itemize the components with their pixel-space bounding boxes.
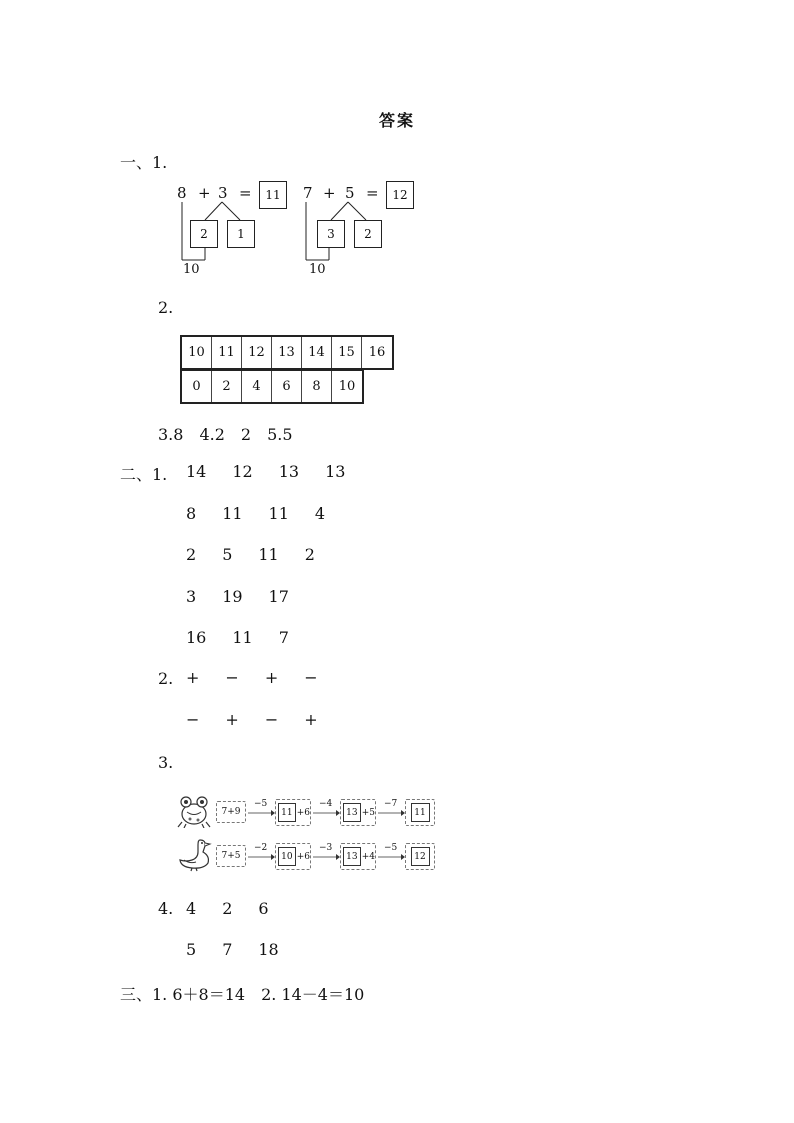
step-box [275,799,311,826]
operation-label: −4 [319,799,333,809]
side-expression: +6 [296,807,310,818]
start-expression: 7+9 [216,801,246,823]
answer-value: 5 [186,940,197,959]
number-cell: 0 [182,371,212,402]
answer-value: 2 [186,545,197,564]
answer-square: 12 [411,847,430,866]
answer-value: 2 [304,545,315,564]
answer-value: 4 [186,899,197,918]
side-expression: +5 [361,807,375,818]
answer-square: 13 [343,847,361,866]
result-box: 11 [259,181,287,209]
answer-value: 11 [258,545,279,564]
question-2-label: 2. [158,669,174,688]
operation-label: −3 [319,843,333,853]
step-box [275,843,311,870]
step-box [340,799,376,826]
answer-value: 14 [186,462,207,481]
answers-3-5: 3.8 4.2 2 5.5 [158,425,293,444]
section-1-label: 一、1. [120,153,168,172]
addend-a: 7 [303,184,313,202]
answer-value: 2 [222,899,233,918]
sign-value: − [304,668,318,687]
answer-row [186,462,371,481]
answer-row [186,587,315,606]
split-box-2: 1 [227,220,255,248]
side-expression: +6 [296,851,310,862]
number-cell: 12 [242,337,272,368]
answer-value: 8 [186,504,197,523]
answer-value: 4 [314,504,326,523]
number-cell: 13 [272,337,302,368]
number-cell: 2 [212,371,242,402]
sign-row [186,710,344,729]
number-cell: 10 [338,379,356,394]
start-expression: 7+5 [216,845,246,867]
answer-value: 17 [268,587,289,606]
question-2-label: 2. [158,298,174,317]
section-2-label: 二、1. [120,465,168,484]
answer-value: 5 [222,545,233,564]
operation-label: −5 [254,799,268,809]
sign-value: + [304,710,318,729]
answer-value: 12 [232,462,253,481]
answer-row [186,545,341,564]
ten-label: 10 [183,262,200,277]
operation-label: −7 [384,799,398,809]
page-title: 答案 [378,111,415,130]
equals-sign: = [366,184,379,202]
answer-square: 10 [278,847,296,866]
result-box: 12 [386,181,414,209]
answer-value: 6 [258,899,269,918]
number-cell: 14 [302,337,332,368]
number-cell: 6 [272,371,302,402]
operation-label: −5 [384,843,398,853]
number-cell: 4 [242,371,272,402]
question-3-label: 3. [158,753,174,772]
answer-value: 11 [222,504,243,523]
answer-row [186,940,305,959]
answer-square: 11 [278,803,296,822]
step-box [405,843,435,870]
sign-row [186,668,344,687]
sign-value: − [225,668,239,687]
number-cell: 15 [332,337,362,368]
plus-sign: + [323,184,336,202]
answer-square: 13 [343,803,361,822]
answer-value: 11 [268,504,289,523]
number-row-1 [180,335,394,370]
equals-sign: = [239,184,252,202]
answer-value: 19 [222,587,243,606]
step-box [340,843,376,870]
frog-icon [176,794,212,828]
number-cell: 11 [212,337,242,368]
number-cell: 10 [182,337,212,368]
plus-sign: + [198,184,211,202]
answer-row [186,504,351,523]
answer-square: 11 [411,803,430,822]
number-cell: 8 [302,371,332,402]
sign-value: − [186,710,200,729]
sign-value: + [186,668,200,687]
split-box-2: 2 [354,220,382,248]
answer-value: 3 [186,587,197,606]
split-box-1: 3 [317,220,345,248]
answer-value: 18 [258,940,279,959]
side-expression: +4 [361,851,375,862]
answer-value: 13 [325,462,346,481]
split-box-1: 2 [190,220,218,248]
section-3-answers: 三、1. 6＋8＝14 2. 14－4＝10 [120,985,365,1004]
sign-value: + [225,710,239,729]
addend-a: 8 [177,184,187,202]
addend-b: 3 [218,184,228,202]
answer-value: 7 [222,940,233,959]
answer-value: 7 [278,628,289,647]
sign-value: + [264,668,279,687]
answer-value: 11 [232,628,253,647]
operation-label: −2 [254,843,268,853]
question-4-label: 4. [158,899,174,918]
number-row-2 [180,369,364,404]
ten-label: 10 [309,262,326,277]
addend-b: 5 [345,184,355,202]
step-box [405,799,435,826]
answer-value: 16 [186,628,207,647]
answer-row [186,899,295,918]
sign-value: − [264,710,279,729]
number-cell: 16 [368,345,386,360]
answer-row [186,628,315,647]
answer-value: 13 [278,462,300,481]
goose-icon [176,836,212,872]
